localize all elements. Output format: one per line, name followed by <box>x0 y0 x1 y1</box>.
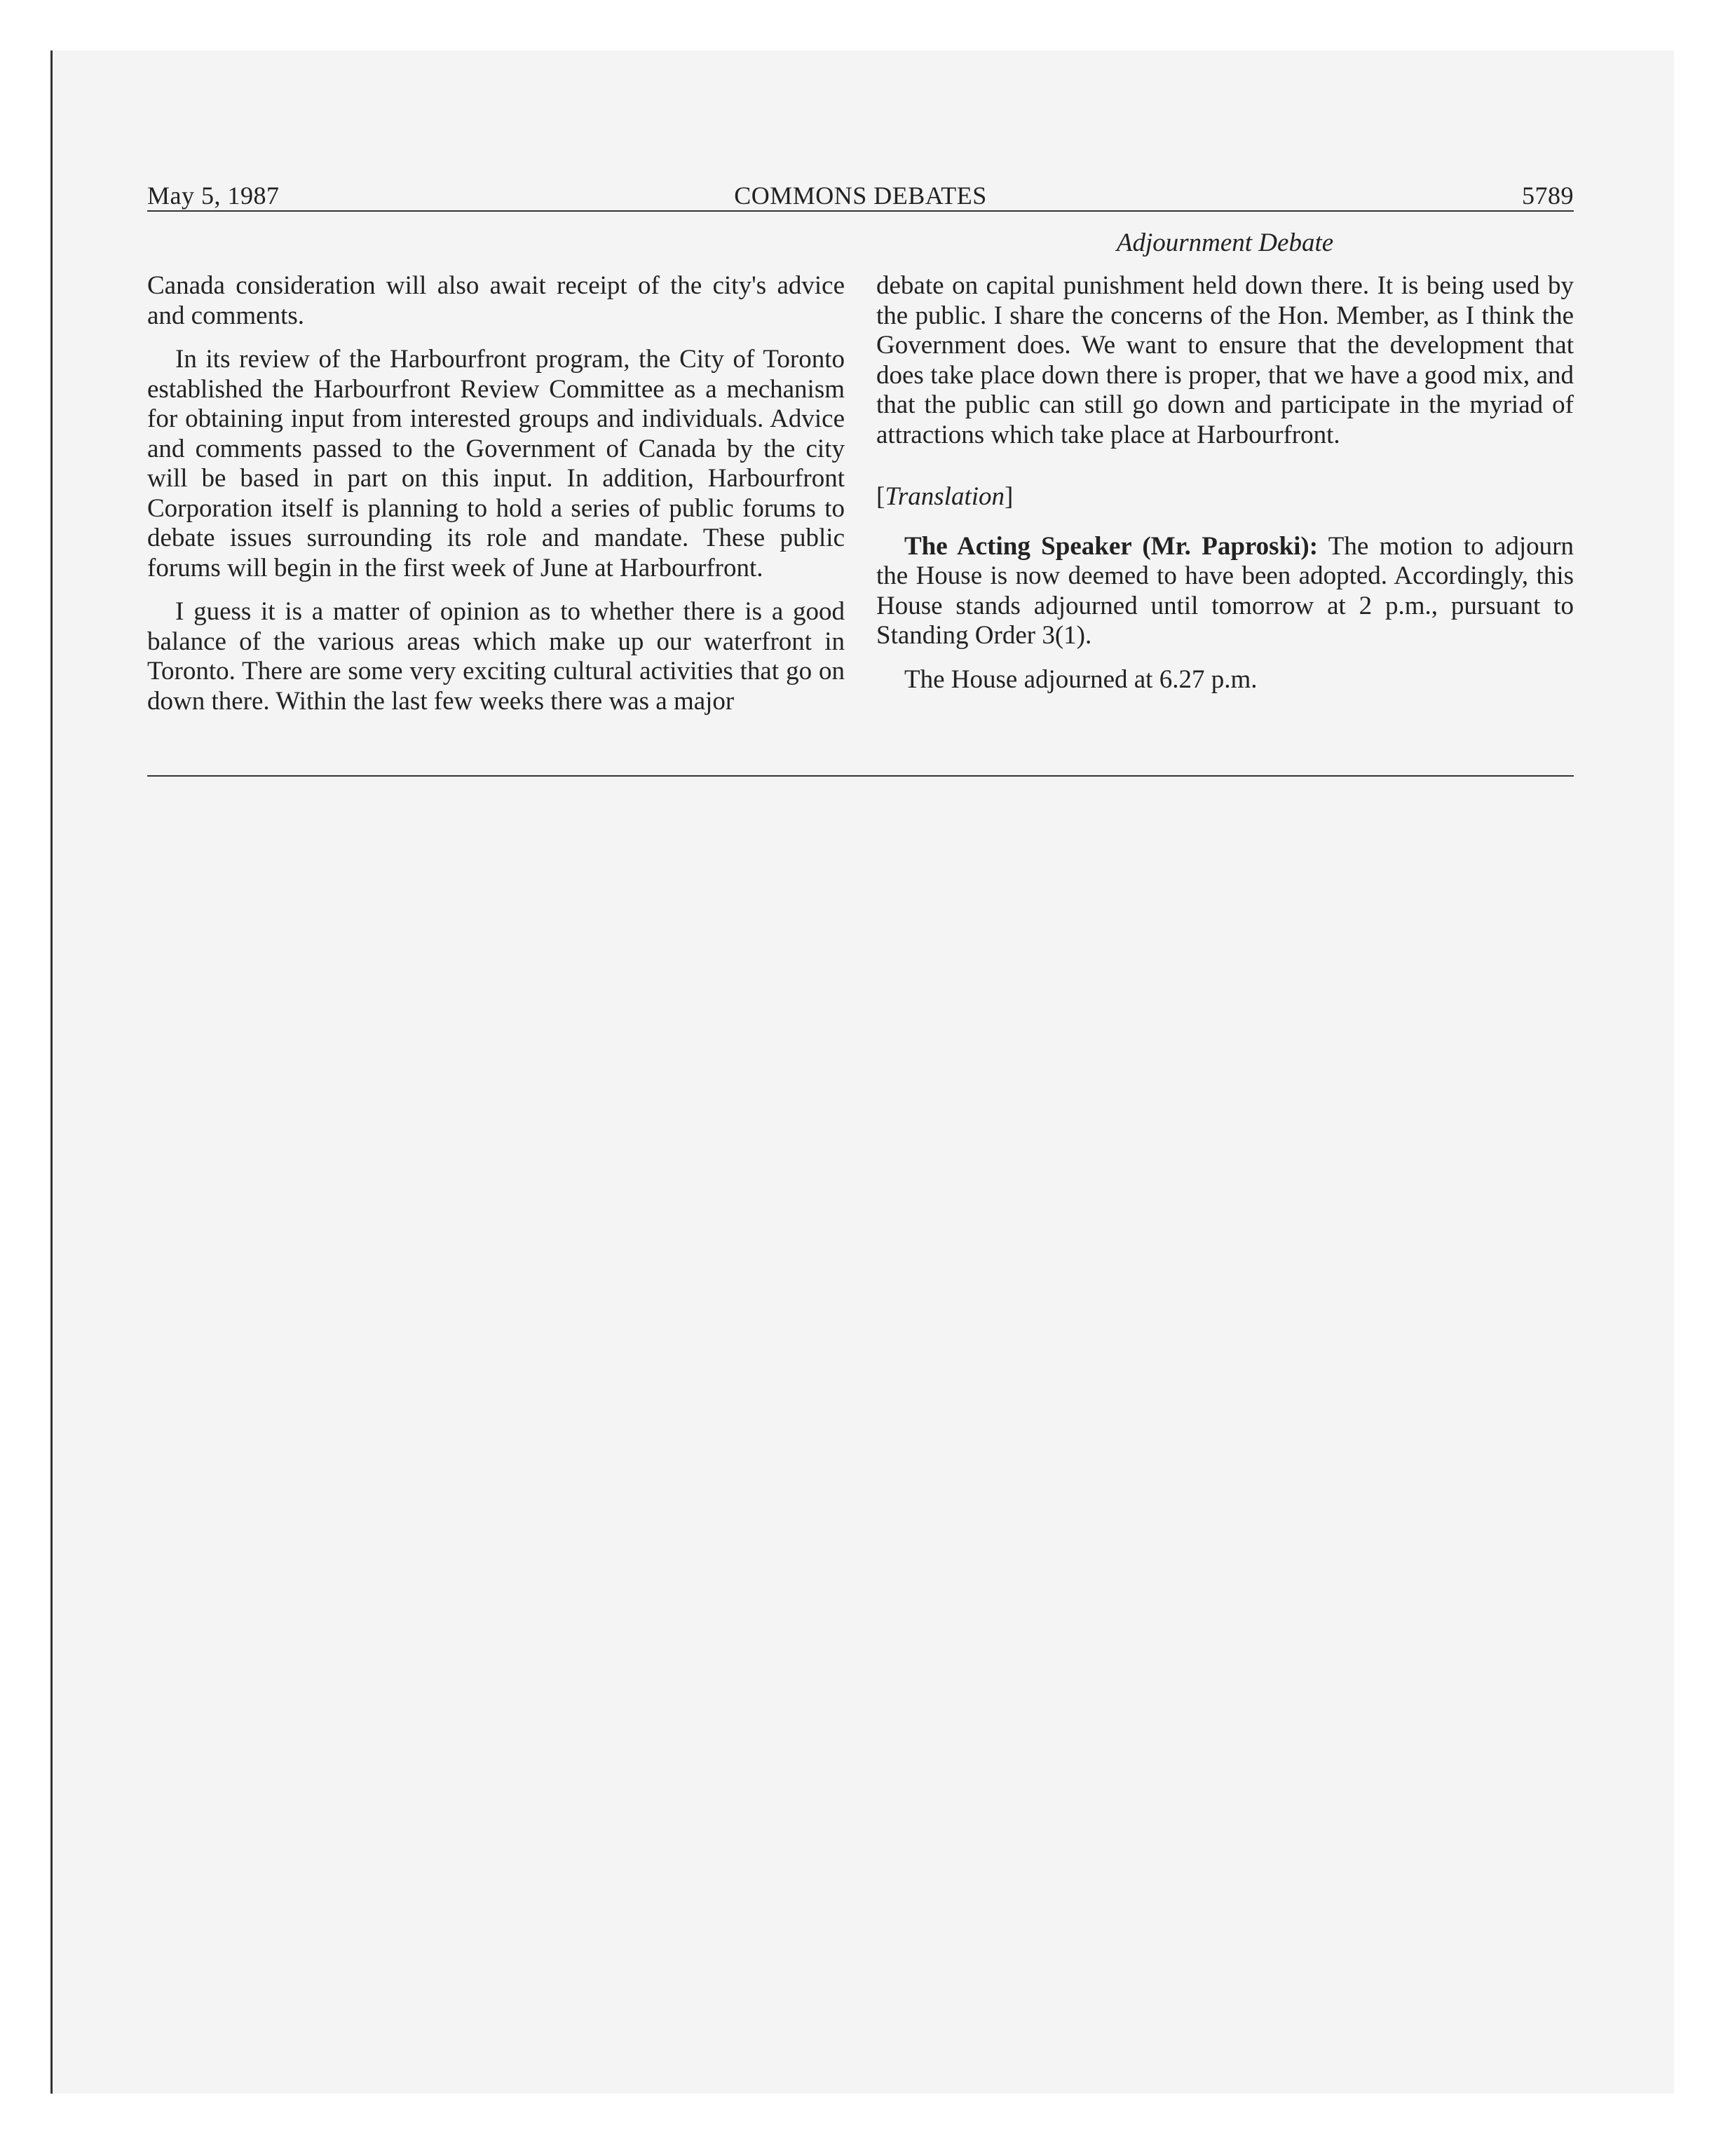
left-paragraph-2: In its review of the Harbourfront program, the City of Toronto established the Harbourfront Review Committee as a mechanism for obtaining input from interested groups and individuals. Advice and comments passed to the Government of Canada by the city will be based in part on this input. In addition, Harbourfront Corporation itself is planning to hold a series of public forums to debate issues surrounding its role and mandate. These public forums will begin in the first week of June at Harbourfront. <box>147 345 845 582</box>
bracket-open: [ <box>876 482 885 511</box>
translation-tag <box>876 482 1574 512</box>
page-header <box>147 181 1574 210</box>
translation-label: Translation <box>885 482 1005 511</box>
closing-line: The House adjourned at 6.27 p.m. <box>904 664 1258 694</box>
left-column <box>147 271 845 716</box>
header-rule <box>147 210 1574 212</box>
bracket-close: ] <box>1005 482 1014 511</box>
right-column <box>876 271 1574 709</box>
footer-rule <box>147 775 1574 777</box>
right-paragraph-1: debate on capital punishment held down there. It is being used by the public. I share the concerns of the Hon. Member, as I think the Government does. We want to ensure that the development that does take place down there is proper, that we have a good mix, and that the public can still go down and participate in the myriad of attractions which take place at Harbourfront. <box>876 271 1574 449</box>
left-paragraph-3: I guess it is a matter of opinion as to whether there is a good balance of the various areas which make up our waterfront in Toronto. There are some very exciting cultural activities that go on down there. Within the last few weeks there was a major <box>147 597 845 716</box>
speaker-paragraph <box>876 532 1574 651</box>
header-page-number: 5789 <box>1522 182 1574 210</box>
section-heading: Adjournment Debate <box>1116 228 1334 257</box>
header-date: May 5, 1987 <box>147 182 280 210</box>
speaker-name: The Acting Speaker (Mr. Paproski): <box>904 531 1319 561</box>
header-title: COMMONS DEBATES <box>734 182 987 210</box>
speaker-text: The motion to adjourn the House is now deemed to have been adopted. Accordingly, this House stands adjourned until tomorrow at 2 p.m., pursuant to Standing Order 3(1). <box>876 531 1574 650</box>
left-paragraph-1: Canada consideration will also await receipt of the city's advice and comments. <box>147 271 845 330</box>
